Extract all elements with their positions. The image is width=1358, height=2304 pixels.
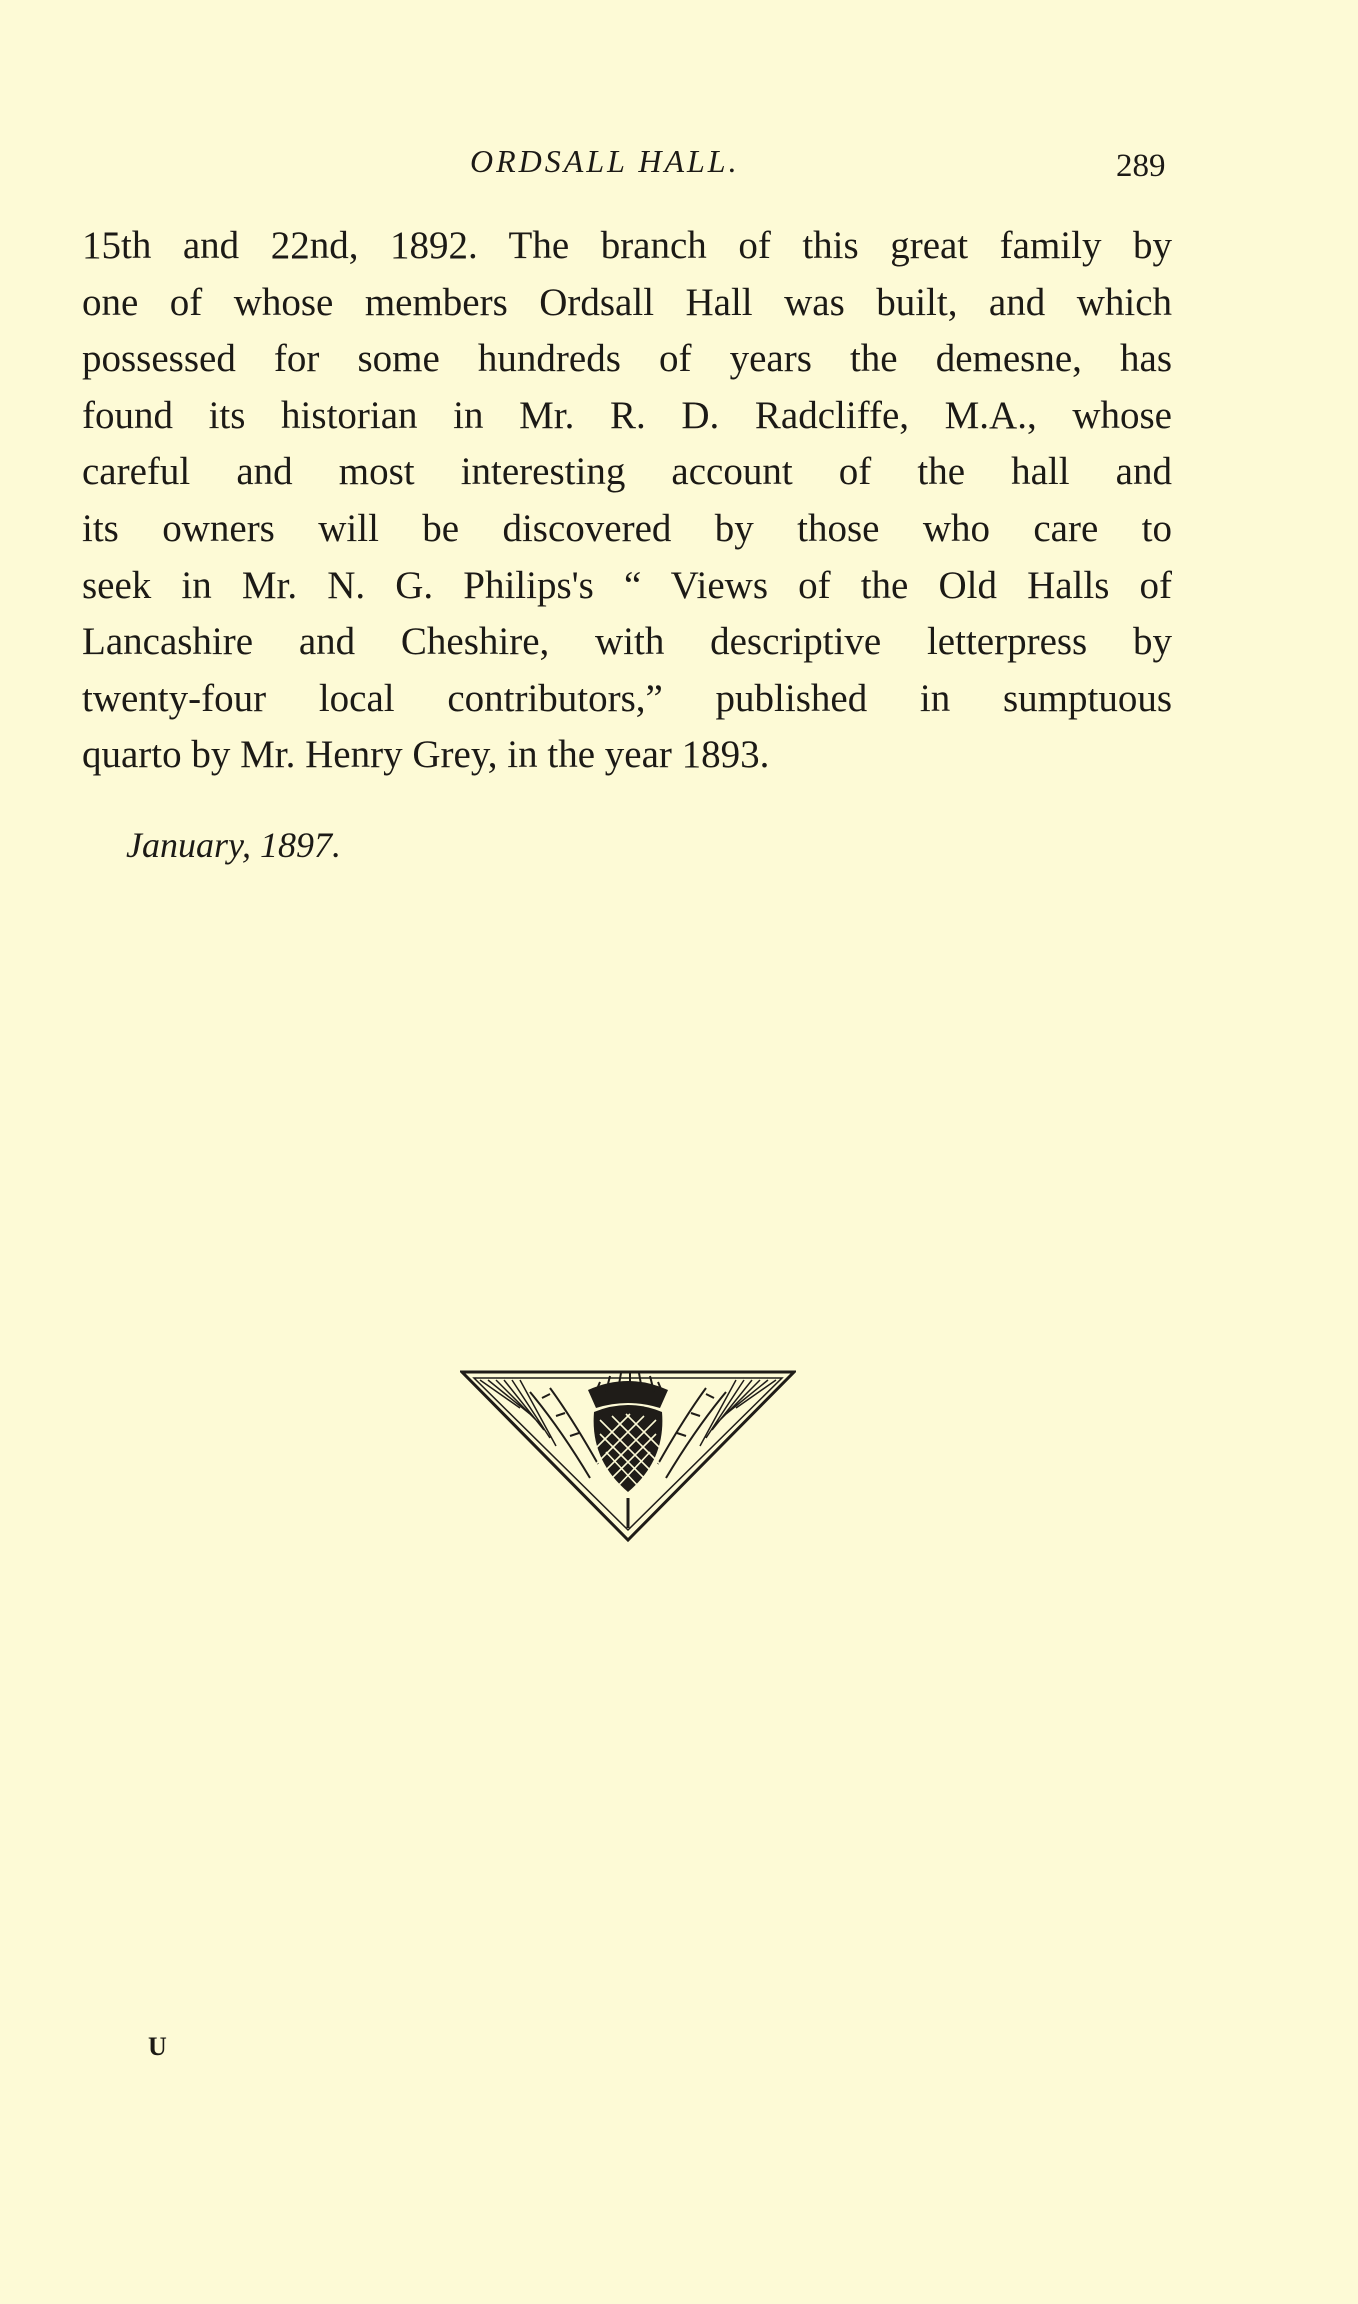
page-number: 289 — [1116, 148, 1166, 184]
text-line: Lancashire and Cheshire, with descriptive letterpress by — [82, 620, 1172, 664]
text-line: careful and most interesting account of the hall and — [82, 450, 1172, 494]
text-line: possessed for some hundreds of years the demesne, has — [82, 337, 1172, 381]
text-line: 15th and 22nd, 1892. The branch of this great family by — [82, 224, 1172, 267]
running-title: ORDSALL HALL. — [470, 143, 740, 179]
body-paragraph — [82, 218, 1172, 784]
text-line: its owners will be discovered by those who care to — [82, 506, 1172, 550]
text-line: twenty-four local contributors,” published in sumptuous — [82, 676, 1172, 720]
text-line: seek in Mr. N. G. Philips's “ Views of the Old Halls of — [82, 563, 1172, 607]
date-line: January, 1897. — [126, 825, 341, 865]
text-line: one of whose members Ordsall Hall was built, and which — [82, 280, 1172, 324]
text-line: quarto by Mr. Henry Grey, in the year 1893. — [82, 733, 770, 777]
text-line: found its historian in Mr. R. D. Radcliffe, M.A., whose — [82, 393, 1172, 437]
thistle-triangle-ornament-icon — [460, 1368, 796, 1544]
signature-mark: U — [148, 2032, 167, 2061]
